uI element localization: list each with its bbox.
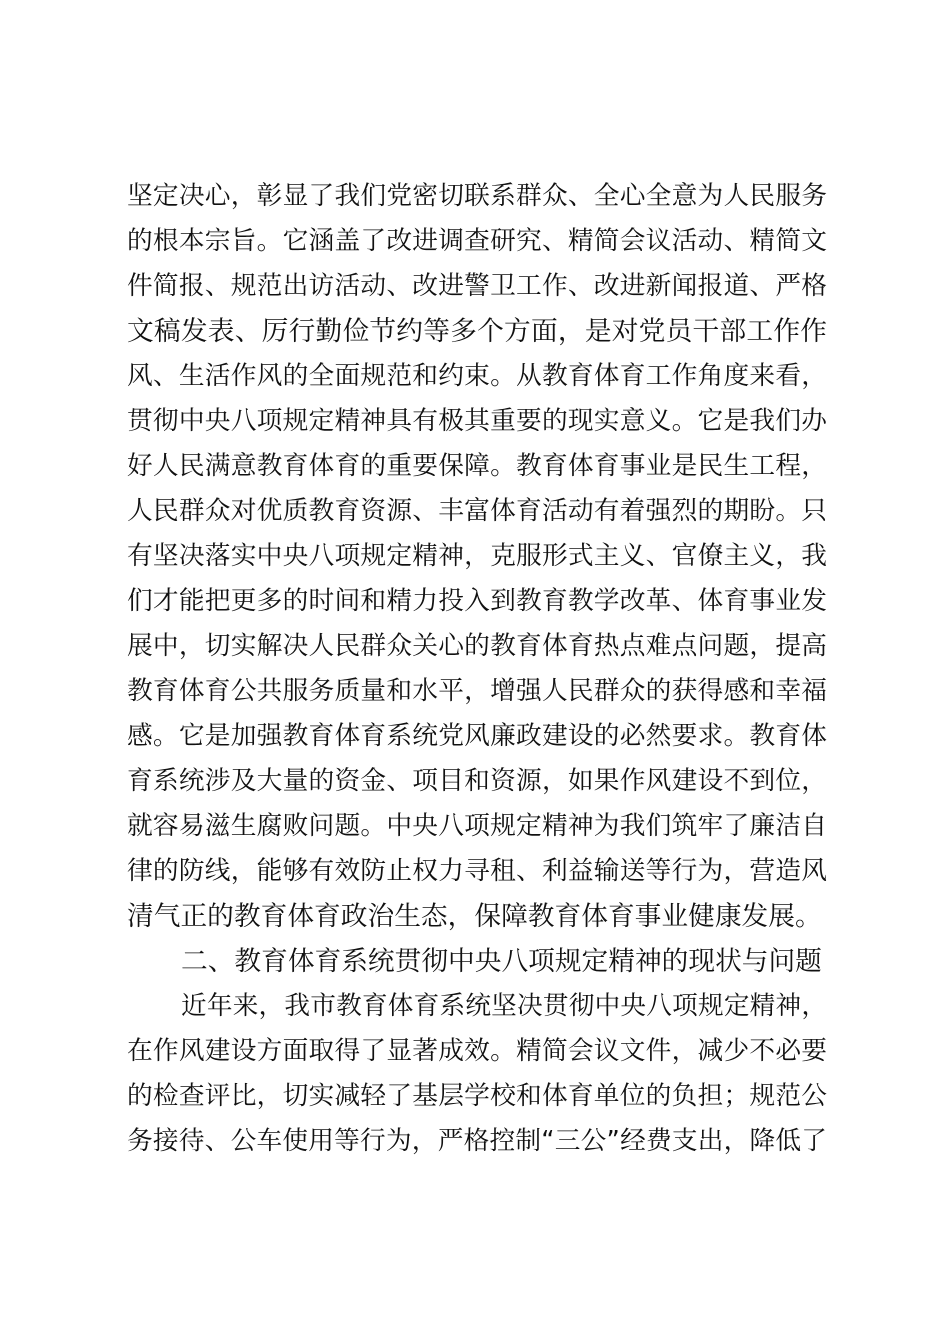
text-line: 贯彻中央八项规定精神具有极其重要的现实意义。它是我们办 xyxy=(127,406,827,436)
text-line: 风、生活作风的全面规范和约束。从教育体育工作角度来看， xyxy=(127,361,827,391)
text-line: 务接待、公车使用等行为，严格控制“三公”经费支出，降低了 xyxy=(127,1126,827,1156)
text-line: 人民群众对优质教育资源、丰富体育活动有着强烈的期盼。只 xyxy=(127,496,827,526)
text-line: 就容易滋生腐败问题。中央八项规定精神为我们筑牢了廉洁自 xyxy=(127,811,827,841)
text-line: 有坚决落实中央八项规定精神，克服形式主义、官僚主义，我 xyxy=(127,541,827,571)
text-line: 坚定决心，彰显了我们党密切联系群众、全心全意为人民服务 xyxy=(127,181,827,211)
text-line: 律的防线，能够有效防止权力寻租、利益输送等行为，营造风 xyxy=(127,856,827,886)
text-line: 好人民满意教育体育的重要保障。教育体育事业是民生工程， xyxy=(127,451,827,481)
body-text xyxy=(127,174,827,1164)
text-line: 在作风建设方面取得了显著成效。精简会议文件，减少不必要 xyxy=(127,1036,827,1066)
text-line: 育系统涉及大量的资金、项目和资源，如果作风建设不到位， xyxy=(127,766,827,796)
text-line: 展中，切实解决人民群众关心的教育体育热点难点问题，提高 xyxy=(127,631,827,661)
text-line: 的根本宗旨。它涵盖了改进调查研究、精简会议活动、精简文 xyxy=(127,226,827,256)
text-line: 文稿发表、厉行勤俭节约等多个方面，是对党员干部工作作 xyxy=(127,316,827,347)
text-line: 的检查评比，切实减轻了基层学校和体育单位的负担；规范公 xyxy=(127,1081,827,1111)
section-heading: 二、教育体育系统贯彻中央八项规定精神的现状与问题 xyxy=(181,946,822,977)
text-line: 清气正的教育体育政治生态，保障教育体育事业健康发展。 xyxy=(127,901,822,932)
text-line: 近年来，我市教育体育系统坚决贯彻中央八项规定精神， xyxy=(181,991,827,1021)
text-line: 感。它是加强教育体育系统党风廉政建设的必然要求。教育体 xyxy=(127,721,827,751)
text-line: 们才能把更多的时间和精力投入到教育教学改革、体育事业发 xyxy=(127,586,827,616)
text-line: 教育体育公共服务质量和水平，增强人民群众的获得感和幸福 xyxy=(127,676,827,706)
text-line: 件简报、规范出访活动、改进警卫工作、改进新闻报道、严格 xyxy=(127,271,827,301)
